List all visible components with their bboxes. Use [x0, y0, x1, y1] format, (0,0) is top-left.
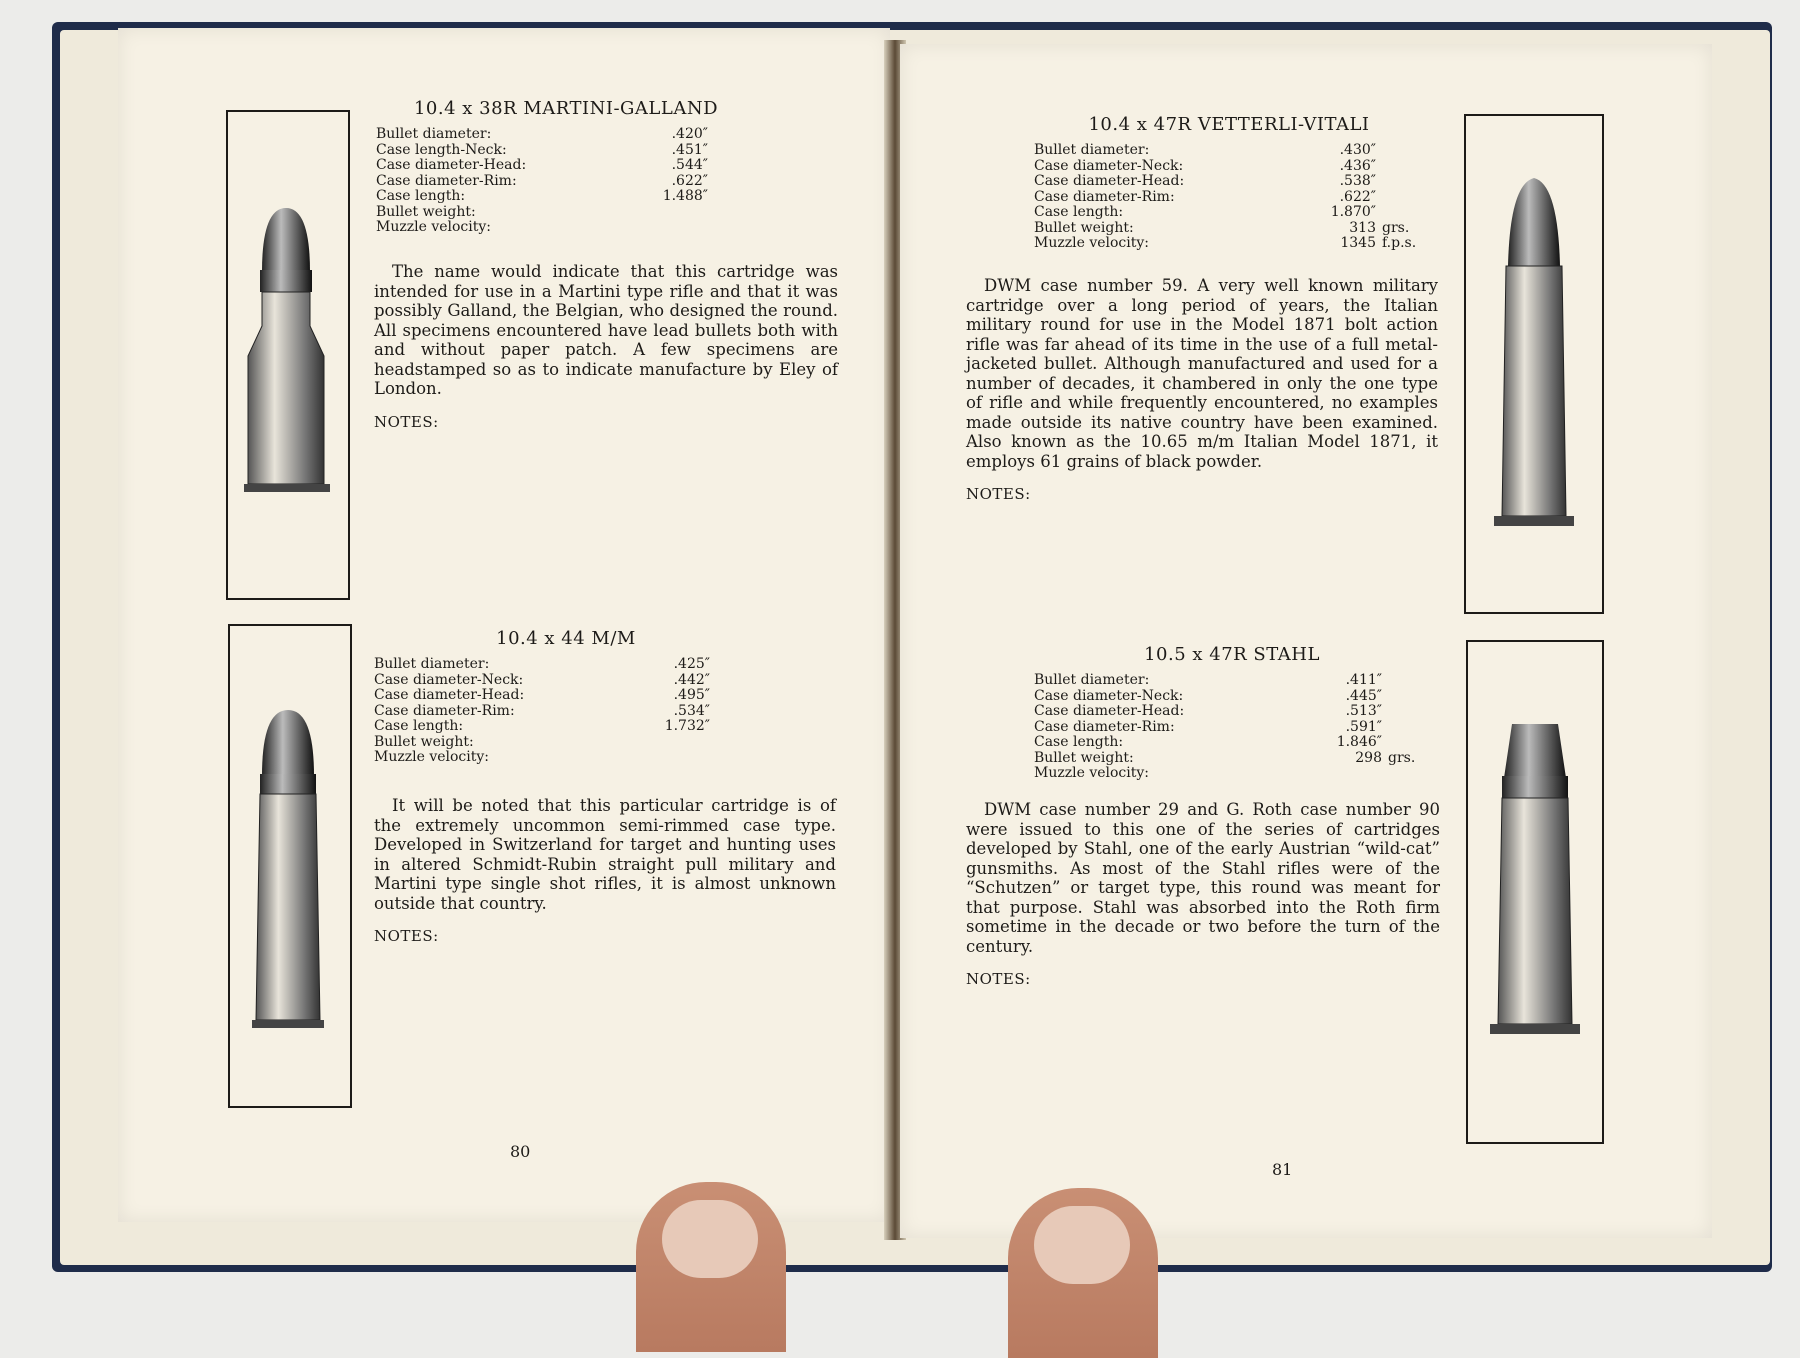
spec-row [376, 127, 756, 143]
spec-unit [1382, 704, 1430, 720]
spec-label: Case length: [1034, 204, 1124, 220]
spec-label: Bullet weight: [374, 733, 474, 750]
right-page [900, 44, 1712, 1238]
spec-row [374, 750, 758, 766]
spec-unit [1376, 159, 1424, 175]
spec-unit [710, 673, 758, 689]
cartridge-plate-vetterli-vitali [1464, 114, 1604, 614]
spec-row [376, 143, 756, 159]
spec-row [1034, 221, 1424, 237]
spec-unit [710, 657, 758, 673]
spec-unit [1382, 673, 1430, 689]
spec-label: Case diameter-Neck: [1034, 687, 1184, 704]
spec-unit [710, 735, 758, 751]
entry-body-vetterli-vitali [966, 264, 1438, 503]
spec-row [1034, 673, 1430, 689]
page-number: 80 [510, 1142, 531, 1161]
spec-unit: f.p.s. [1382, 235, 1417, 251]
spec-value: .495″ [673, 687, 710, 703]
spec-row [1034, 174, 1424, 190]
spec-value: .411″ [1345, 672, 1382, 688]
spec-row [376, 205, 756, 221]
entry-10-4x44 [374, 628, 758, 766]
spec-row [1034, 236, 1424, 252]
cartridge-illustration [1468, 642, 1602, 1142]
spec-label: Bullet diameter: [1034, 672, 1150, 688]
spec-unit [710, 704, 758, 720]
left-page [118, 28, 890, 1222]
spec-row [376, 189, 756, 205]
spec-unit [708, 174, 756, 190]
spec-row [374, 688, 758, 704]
spec-row [1034, 720, 1430, 736]
notes-label: NOTES: [374, 927, 439, 945]
spec-label: Bullet weight: [376, 203, 476, 220]
spec-row [374, 735, 758, 751]
spec-label: Case diameter-Head: [1034, 173, 1185, 189]
spec-row [1034, 766, 1430, 782]
spec-unit [708, 189, 756, 205]
spec-row [1034, 735, 1430, 751]
spec-unit [1376, 205, 1424, 221]
thumbnail [1034, 1206, 1130, 1284]
spec-label: Case diameter-Head: [1034, 703, 1185, 719]
spec-label: Case diameter-Rim: [376, 172, 517, 189]
spec-row [376, 158, 756, 174]
entry-description: DWM case number 59. A very well known military cartridge over a long period of years, the Italian military round for use in the Model 1871 bolt action rifle was far ahead of its time in the use of a full metal-jacketed bullet. Although manufactured and used for a number of decades, it chambered in only the one type of rifle and while frequently encountered, no examples made outside its native country have been examined. Also known as the 10.65 m/m Italian Model 1871, it employs 61 grains of black powder. [966, 276, 1438, 471]
spec-row [1034, 190, 1424, 206]
notes-label: NOTES: [966, 485, 1031, 503]
spec-unit [708, 127, 756, 143]
spec-label: Bullet diameter: [1034, 142, 1150, 158]
cartridge-plate-10-4x44 [228, 624, 352, 1108]
spec-value: 1.846″ [1336, 734, 1382, 750]
spec-label: Bullet diameter: [374, 656, 490, 672]
spec-value: 298 [1355, 749, 1382, 766]
spec-table [376, 127, 756, 236]
spec-value: .591″ [1345, 718, 1382, 735]
spec-label: Case diameter-Neck: [1034, 157, 1184, 174]
entry-description: The name would indicate that this cartridge was intended for use in a Martini type rifle and that it was possibly Galland, the Belgian, who designed the round. All specimens encountered have lead bullets both with and without paper patch. A few specimens are headstamped so as to indicate manufacture by Eley of London. [374, 262, 838, 398]
entry-body-martini-galland [374, 250, 838, 431]
page-number: 81 [1272, 1160, 1293, 1179]
entry-title: 10.4 x 47R VETTERLI-VITALI [1088, 114, 1370, 135]
spec-unit [708, 143, 756, 159]
entry-body-10-4x44 [374, 784, 836, 945]
spec-row [374, 704, 758, 720]
entry-stahl [1034, 644, 1430, 782]
spec-value [638, 205, 708, 221]
entry-title: 10.4 x 38R MARTINI-GALLAND [413, 98, 719, 119]
spec-label: Case diameter-Rim: [374, 702, 515, 719]
spec-label: Case length: [1034, 734, 1124, 750]
spec-value: .451″ [671, 141, 708, 158]
spec-value: .430″ [1339, 142, 1376, 158]
spec-table [374, 657, 758, 766]
cartridge-illustration [228, 112, 348, 598]
spec-row [374, 673, 758, 689]
spec-row [374, 657, 758, 673]
spec-label: Bullet weight: [1034, 219, 1134, 236]
spec-unit: grs. [1388, 749, 1416, 766]
spec-row [374, 719, 758, 735]
spec-unit [708, 220, 756, 236]
spec-value: .445″ [1345, 687, 1382, 704]
spec-value: 1.488″ [662, 188, 708, 204]
spec-label: Muzzle velocity: [1034, 235, 1149, 251]
right-thumb [1008, 1188, 1158, 1358]
spec-row [1034, 751, 1430, 767]
spec-label: Bullet diameter: [376, 126, 492, 142]
spec-row [376, 174, 756, 190]
spec-value: .436″ [1339, 157, 1376, 174]
spec-label: Case length: [374, 718, 464, 734]
spec-value: .534″ [673, 702, 710, 719]
spec-label: Case diameter-Head: [376, 157, 527, 173]
spec-label: Muzzle velocity: [1034, 765, 1149, 781]
spec-row [1034, 689, 1430, 705]
spec-value: 1345 [1340, 235, 1376, 251]
spec-unit [1376, 190, 1424, 206]
spec-value: 1.732″ [664, 718, 710, 734]
notes-label: NOTES: [374, 412, 439, 431]
spec-label: Case length: [376, 188, 466, 204]
spec-row [1034, 159, 1424, 175]
spec-value: 313 [1349, 219, 1376, 236]
spec-label: Case length-Neck: [376, 141, 507, 158]
spec-table [1034, 673, 1430, 782]
spec-unit [1382, 735, 1430, 751]
spec-label: Muzzle velocity: [374, 749, 489, 765]
spec-row [1034, 205, 1424, 221]
spec-unit [708, 205, 756, 221]
spec-unit [1376, 174, 1424, 190]
entry-title: 10.4 x 44 M/M [496, 628, 636, 649]
spec-unit [710, 688, 758, 704]
spec-unit [708, 158, 756, 174]
entry-martini-galland [376, 98, 756, 236]
spec-value: .425″ [673, 656, 710, 672]
entry-title: 10.5 x 47R STAHL [1144, 644, 1320, 665]
spec-label: Case diameter-Rim: [1034, 188, 1175, 205]
spec-unit [1376, 143, 1424, 159]
cartridge-illustration [230, 626, 350, 1106]
left-thumb [636, 1182, 786, 1352]
spec-label: Bullet weight: [1034, 749, 1134, 766]
spec-row [1034, 143, 1424, 159]
spec-value: .622″ [1339, 188, 1376, 205]
entry-vetterli-vitali [1034, 114, 1424, 252]
spec-unit: grs. [1382, 219, 1410, 236]
spec-value: .513″ [1345, 703, 1382, 719]
spec-value: .442″ [673, 671, 710, 688]
spec-value: .622″ [671, 172, 708, 189]
spec-unit [710, 750, 758, 766]
spec-row [376, 220, 756, 236]
spec-unit [710, 719, 758, 735]
spec-label: Muzzle velocity: [376, 219, 491, 235]
entry-description: It will be noted that this particular cartridge is of the extremely uncommon semi-rimmed case type. Developed in Switzerland for target and hunting uses in altered Schmidt-Rubin straight pull military and Martini type single shot rifles, it is almost unknown outside that country. [374, 796, 836, 913]
entry-body-stahl [966, 788, 1440, 988]
cartridge-plate-martini-galland [226, 110, 350, 600]
spec-value [1312, 766, 1382, 782]
cartridge-illustration [1466, 116, 1602, 612]
spec-unit [1382, 766, 1430, 782]
spec-value: .538″ [1339, 173, 1376, 189]
spec-label: Case diameter-Rim: [1034, 718, 1175, 735]
spec-label: Case diameter-Head: [374, 687, 525, 703]
spec-value [638, 220, 708, 236]
spec-unit [1382, 689, 1430, 705]
spec-value: .544″ [671, 157, 708, 173]
cartridge-plate-stahl [1466, 640, 1604, 1144]
spec-value: 1.870″ [1330, 204, 1376, 220]
spec-value [640, 735, 710, 751]
spec-value: .420″ [671, 126, 708, 142]
entry-description: DWM case number 29 and G. Roth case number 90 were issued to this one of the series of cartridges developed by Stahl, one of the early Austrian “wild-cat” gunsmiths. As most of the Stahl rifles were of the “Schutzen” or target type, this round was meant for that purpose. Stahl was absorbed into the Roth firm sometime in the decade or two before the turn of the century. [966, 800, 1440, 956]
spec-value [640, 750, 710, 766]
thumbnail [662, 1200, 758, 1278]
spec-unit [1382, 720, 1430, 736]
spec-label: Case diameter-Neck: [374, 671, 524, 688]
spec-table [1034, 143, 1424, 252]
notes-label: NOTES: [966, 970, 1031, 988]
spec-row [1034, 704, 1430, 720]
